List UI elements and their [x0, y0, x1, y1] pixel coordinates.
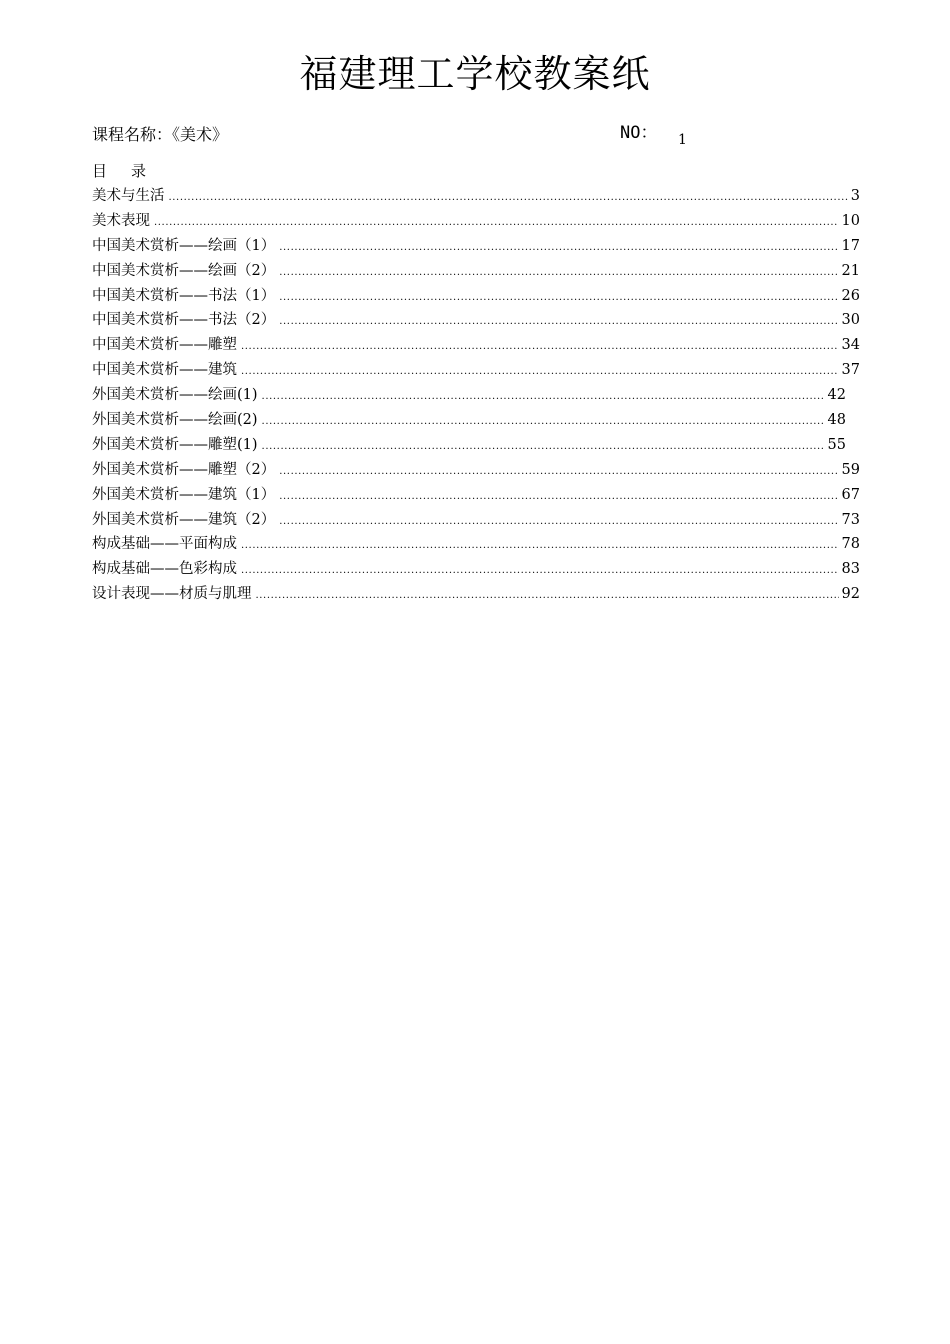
dot-leader [256, 584, 839, 609]
toc-entry[interactable] [92, 209, 860, 234]
course-name: 课程名称：《美术》 [92, 125, 229, 144]
toc-entry[interactable] [92, 184, 860, 209]
toc-entry-page: 21 [841, 262, 860, 279]
dot-leader [262, 435, 825, 460]
toc-entry-page: 73 [841, 511, 860, 528]
toc-entry-page: 34 [841, 337, 860, 354]
toc-entry-page: 92 [841, 586, 860, 603]
toc-entry-title: 美术表现 [92, 212, 150, 229]
toc-entry-page: 10 [841, 212, 860, 229]
toc-entry-title: 中国美术赏析——建筑 [92, 362, 237, 379]
toc-entry[interactable] [92, 557, 860, 582]
toc-entry-page: 59 [841, 461, 860, 478]
dot-leader [169, 186, 848, 211]
toc-entry-title: 美术与生活 [92, 188, 165, 204]
dot-leader [279, 510, 838, 535]
toc-entry[interactable] [92, 284, 860, 309]
page-title: 福建理工学校教案纸 [299, 52, 651, 96]
lesson-number-label: NO： [620, 123, 658, 143]
toc-entry-page: 55 [827, 436, 846, 453]
dot-leader [279, 236, 838, 261]
dot-leader [262, 385, 825, 410]
toc-entry-page: 17 [841, 237, 860, 254]
toc-entry-title: 中国美术赏析——书法（2） [92, 312, 276, 329]
toc-entry-title: 中国美术赏析——绘画（2） [92, 262, 276, 279]
toc-entry-page: 78 [841, 536, 860, 553]
dot-leader [154, 211, 839, 236]
dot-leader [279, 485, 838, 510]
toc-entry-title: 中国美术赏析——绘画（1） [92, 237, 276, 254]
toc-entry-title: 中国美术赏析——雕塑 [92, 337, 237, 354]
dot-leader [279, 460, 838, 485]
toc-entry[interactable] [92, 259, 860, 284]
toc-entry[interactable] [92, 508, 860, 533]
toc-entry[interactable] [92, 532, 860, 557]
toc-entry-title: 设计表现——材质与肌理 [92, 586, 252, 603]
toc-entry[interactable] [92, 582, 860, 607]
toc-entry-page: 26 [841, 287, 860, 304]
toc-entry-title: 外国美术赏析——雕塑(1) [92, 436, 258, 453]
toc-entry[interactable] [92, 408, 846, 433]
lesson-number-value: 1 [678, 132, 687, 148]
dot-leader [241, 559, 839, 584]
toc-heading: 目录 [92, 162, 171, 180]
toc-entry-page: 48 [827, 412, 846, 429]
toc-entry[interactable] [92, 358, 860, 383]
toc-entry-page: 67 [841, 486, 860, 503]
toc-entry[interactable] [92, 308, 860, 333]
toc-entry-page: 83 [841, 561, 860, 578]
dot-leader [241, 335, 839, 360]
dot-leader [279, 286, 838, 311]
table-of-contents [92, 184, 860, 607]
toc-entry-title: 外国美术赏析——绘画(2) [92, 412, 258, 429]
toc-entry[interactable] [92, 483, 860, 508]
toc-entry[interactable] [92, 458, 860, 483]
dot-leader [279, 261, 838, 286]
dot-leader [241, 360, 839, 385]
toc-entry-title: 外国美术赏析——建筑（1） [92, 486, 276, 503]
toc-entry-title: 外国美术赏析——建筑（2） [92, 511, 276, 528]
toc-entry-page: 42 [827, 387, 846, 404]
toc-entry[interactable] [92, 433, 846, 458]
dot-leader [241, 534, 839, 559]
toc-entry-page: 3 [850, 188, 860, 204]
toc-entry-page: 37 [841, 362, 860, 379]
toc-entry[interactable] [92, 333, 860, 358]
toc-entry-title: 构成基础——平面构成 [92, 536, 237, 553]
dot-leader [279, 310, 838, 335]
toc-entry[interactable] [92, 234, 860, 259]
dot-leader [262, 410, 825, 435]
toc-entry-title: 中国美术赏析——书法（1） [92, 287, 276, 304]
toc-entry[interactable] [92, 383, 846, 408]
toc-entry-title: 外国美术赏析——绘画(1) [92, 387, 258, 404]
toc-entry-title: 外国美术赏析——雕塑（2） [92, 461, 276, 478]
toc-entry-title: 构成基础——色彩构成 [92, 561, 237, 578]
toc-entry-page: 30 [841, 312, 860, 329]
